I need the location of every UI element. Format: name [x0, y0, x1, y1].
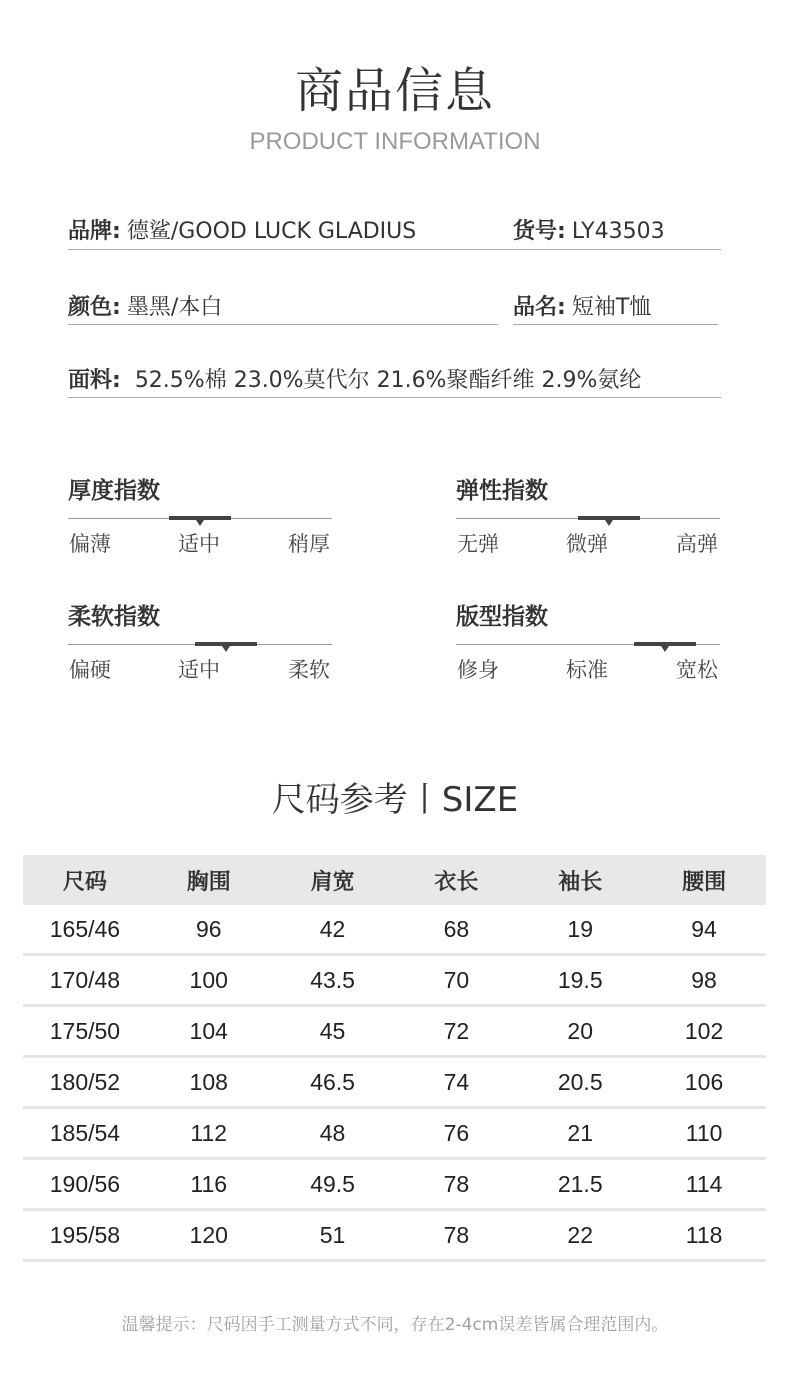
table-cell: 170/48	[23, 955, 147, 1006]
table-row	[23, 1159, 766, 1210]
table-cell: 195/58	[23, 1210, 147, 1261]
index-pointer	[661, 646, 669, 652]
table-row	[23, 1006, 766, 1057]
table-cell: 22	[518, 1210, 642, 1261]
table-cell: 78	[394, 1159, 518, 1210]
index-label-high: 高弹	[676, 532, 718, 556]
table-cell: 51	[271, 1210, 395, 1261]
table-cell: 70	[394, 955, 518, 1006]
footnote: 温馨提示：尺码因手工测量方式不同，存在2-4cm误差皆属合理范围内。	[121, 1315, 669, 1335]
index-pointer	[196, 520, 204, 526]
index-label-high: 柔软	[288, 658, 330, 682]
product-name-value: 短袖T恤	[571, 295, 652, 320]
index-label-low: 偏硬	[69, 658, 111, 682]
table-cell: 180/52	[23, 1057, 147, 1108]
column-header: 肩宽	[271, 855, 395, 905]
index-title: 柔软指数	[68, 604, 160, 630]
table-cell: 175/50	[23, 1006, 147, 1057]
table-cell: 190/56	[23, 1159, 147, 1210]
product-name-label: 品名:	[513, 295, 566, 320]
info-divider	[68, 397, 721, 398]
table-cell: 49.5	[271, 1159, 395, 1210]
table-cell: 98	[642, 955, 766, 1006]
table-cell: 19	[518, 905, 642, 955]
table-cell: 106	[642, 1057, 766, 1108]
table-cell: 116	[147, 1159, 271, 1210]
table-cell: 108	[147, 1057, 271, 1108]
column-header: 腰围	[642, 855, 766, 905]
table-row	[23, 1108, 766, 1159]
table-cell: 45	[271, 1006, 395, 1057]
column-header: 尺码	[23, 855, 147, 905]
table-cell: 19.5	[518, 955, 642, 1006]
brand-label: 品牌:	[68, 219, 121, 244]
table-row	[23, 1210, 766, 1261]
info-divider	[68, 249, 721, 250]
column-header: 袖长	[518, 855, 642, 905]
table-cell: 112	[147, 1108, 271, 1159]
fabric-value: 52.5%棉 23.0%莫代尔 21.6%聚酯纤维 2.9%氨纶	[134, 368, 642, 393]
table-cell: 46.5	[271, 1057, 395, 1108]
index-pointer	[605, 520, 613, 526]
index-title: 厚度指数	[68, 478, 160, 504]
table-cell: 21	[518, 1108, 642, 1159]
table-cell: 118	[642, 1210, 766, 1261]
table-cell: 72	[394, 1006, 518, 1057]
table-row	[23, 955, 766, 1006]
color-field	[68, 290, 222, 321]
page-title: 商品信息	[294, 63, 495, 119]
index-label-mid: 适中	[178, 658, 220, 682]
table-cell: 43.5	[271, 955, 395, 1006]
index-title: 版型指数	[456, 604, 548, 630]
table-header-row	[23, 855, 766, 905]
table-cell: 102	[642, 1006, 766, 1057]
brand-field	[68, 214, 416, 245]
info-divider	[68, 324, 498, 325]
table-cell: 165/46	[23, 905, 147, 955]
sku-value: LY43503	[571, 219, 665, 244]
product-name-field	[513, 290, 651, 321]
table-cell: 76	[394, 1108, 518, 1159]
index-label-mid: 标准	[566, 658, 608, 682]
column-header: 胸围	[147, 855, 271, 905]
page-subtitle: PRODUCT INFORMATION	[249, 128, 541, 155]
index-label-high: 稍厚	[288, 532, 330, 556]
table-cell: 74	[394, 1057, 518, 1108]
table-cell: 68	[394, 905, 518, 955]
index-label-low: 无弹	[457, 532, 499, 556]
index-label-mid: 微弹	[566, 532, 608, 556]
fabric-label: 面料:	[68, 368, 121, 393]
table-cell: 104	[147, 1006, 271, 1057]
index-title: 弹性指数	[456, 478, 548, 504]
info-divider	[513, 324, 718, 325]
table-row	[23, 905, 766, 955]
table-cell: 96	[147, 905, 271, 955]
table-cell: 20.5	[518, 1057, 642, 1108]
table-cell: 120	[147, 1210, 271, 1261]
index-label-low: 修身	[457, 658, 499, 682]
index-pointer	[222, 646, 230, 652]
index-label-mid: 适中	[178, 532, 220, 556]
color-value: 墨黑/本白	[126, 295, 223, 320]
table-cell: 94	[642, 905, 766, 955]
table-row	[23, 1057, 766, 1108]
color-label: 颜色:	[68, 295, 121, 320]
fabric-field	[68, 363, 641, 394]
index-label-low: 偏薄	[69, 532, 111, 556]
table-cell: 48	[271, 1108, 395, 1159]
table-cell: 42	[271, 905, 395, 955]
sku-field	[513, 214, 665, 245]
brand-value: 德鲨/GOOD LUCK GLADIUS	[126, 219, 417, 244]
table-cell: 110	[642, 1108, 766, 1159]
column-header: 衣长	[394, 855, 518, 905]
table-cell: 20	[518, 1006, 642, 1057]
table-cell: 21.5	[518, 1159, 642, 1210]
sku-label: 货号:	[513, 219, 566, 244]
table-cell: 100	[147, 955, 271, 1006]
size-section-title: 尺码参考丨SIZE	[271, 780, 519, 820]
table-cell: 185/54	[23, 1108, 147, 1159]
size-table	[23, 855, 766, 1262]
table-cell: 114	[642, 1159, 766, 1210]
index-label-high: 宽松	[676, 658, 718, 682]
table-cell: 78	[394, 1210, 518, 1261]
